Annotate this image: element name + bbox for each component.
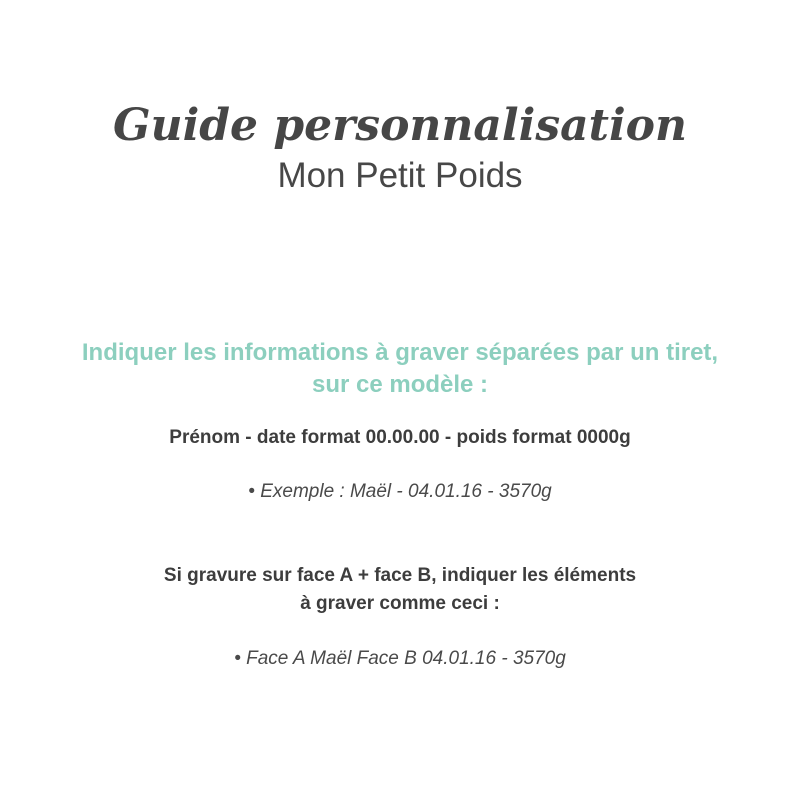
example-two-faces: • Face A Maël Face B 04.01.16 - 3570g (234, 648, 566, 669)
format-template: Prénom - date format 00.00.00 - poids format 0000g (169, 427, 631, 448)
example-single-face: • Exemple : Maël - 04.01.16 - 3570g (248, 481, 552, 502)
instruction-line-1: Indiquer les informations à graver séparées par un tiret, (81, 339, 719, 366)
two-faces-instruction-line-1: Si gravure sur face A + face B, indiquer les éléments (163, 565, 637, 586)
page-title: Guide personnalisation (113, 100, 687, 151)
instruction-line-2: sur ce modèle : (311, 371, 489, 398)
page-subtitle: Mon Petit Poids (277, 156, 523, 195)
two-faces-instruction-line-2: à graver comme ceci : (300, 593, 500, 614)
